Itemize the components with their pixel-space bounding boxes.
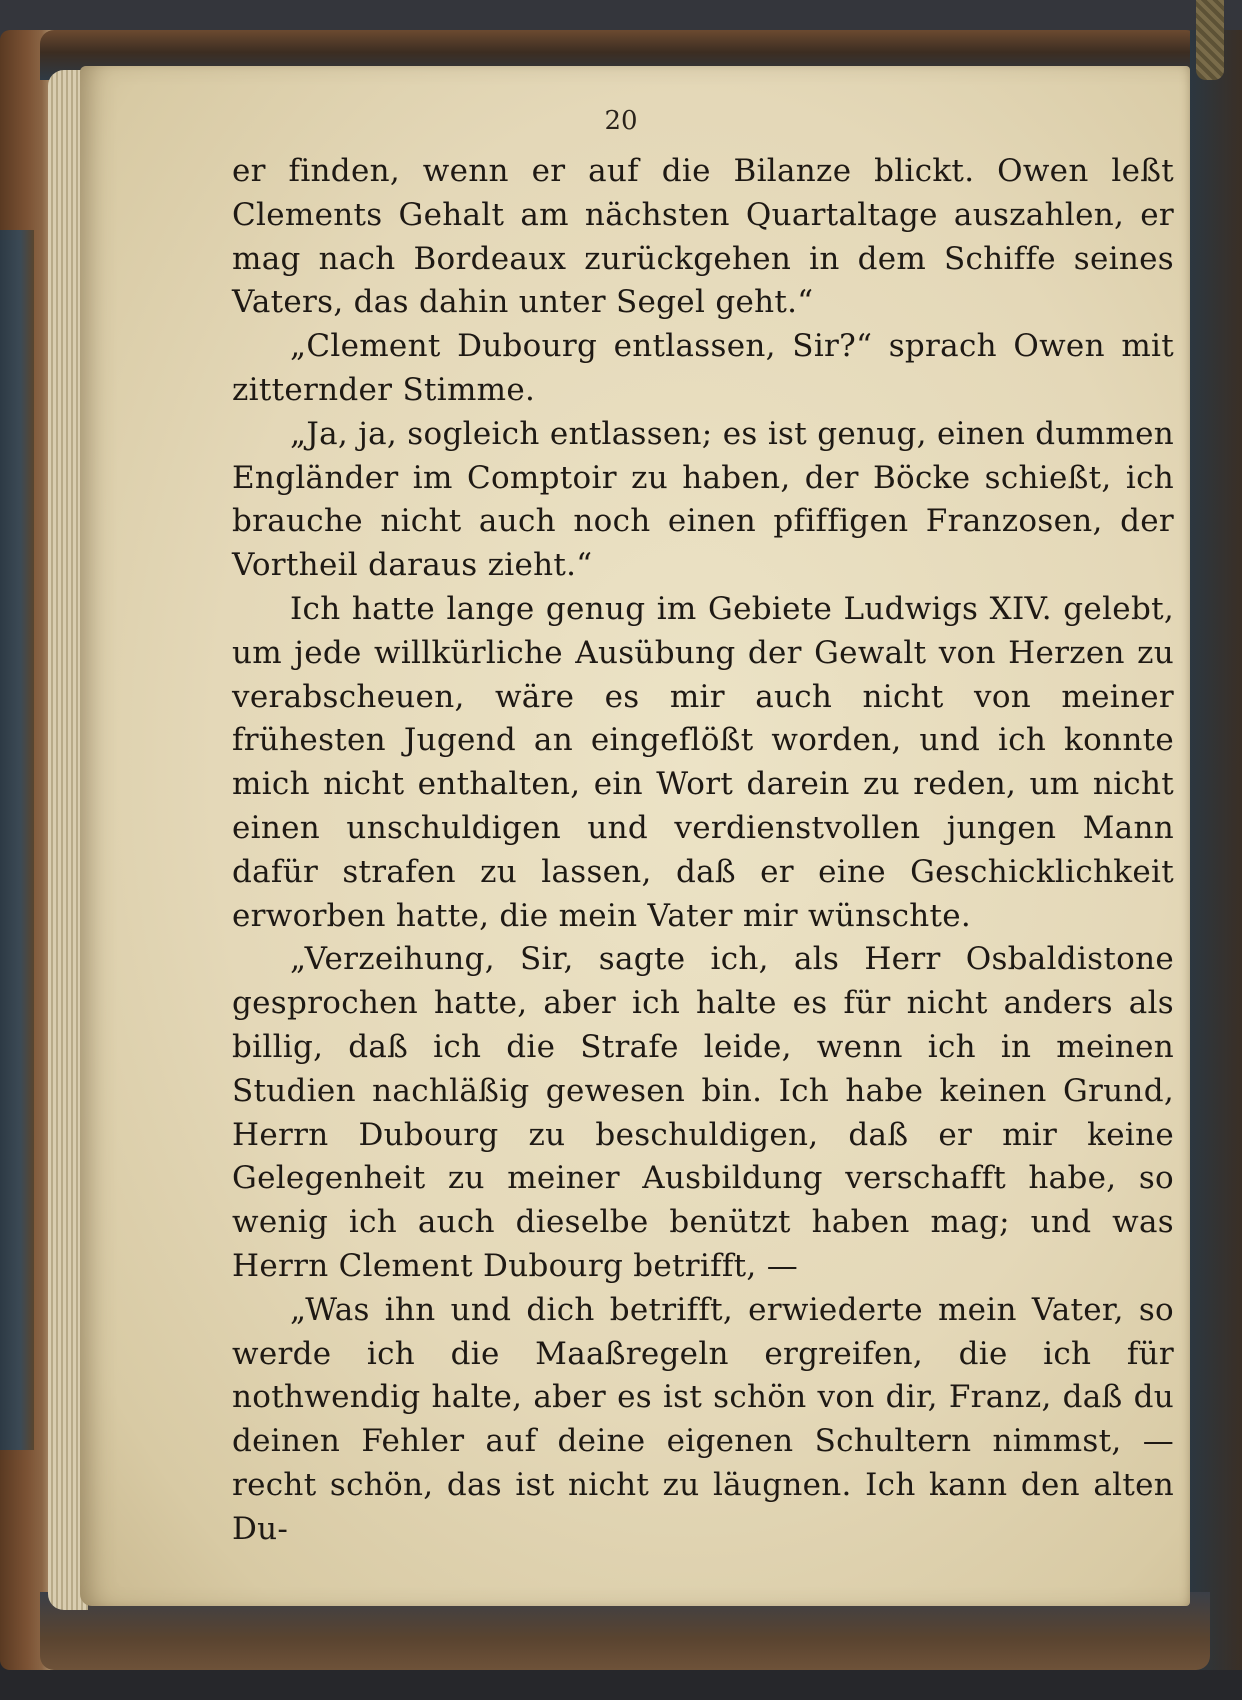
bookmark-thread — [1196, 0, 1224, 80]
paragraph: er finden, wenn er auf die Bilanze blickt. Owen leßt Clements Gehalt am nächsten Quartaltage auszahlen, er mag nach Bordeaux zurückgehen in dem Schiffe seines Vaters, das dahin unter Segel geht.“ — [232, 153, 1174, 321]
cover-right-edge — [1190, 30, 1242, 1670]
paragraph: „Verzeihung, Sir, sagte ich, als Herr Osbaldistone gesprochen hatte, aber ich halte es für nicht anders als billig, daß ich die Strafe leide, wenn ich in meinen Studien nachläßig gewesen bin. Ich habe keinen Grund, Herrn Dubourg zu beschuldigen, daß er mir keine Gelegenheit zu meiner Ausbildung verschafft habe, so wenig ich auch dieselbe benützt haben mag; und was Herrn Clement Dubourg betrifft, — — [232, 941, 1174, 1284]
page-number: 20 — [604, 106, 638, 136]
cover-board — [0, 230, 34, 1450]
paragraph: „Clement Dubourg entlassen, Sir?“ sprach Owen mit zitternder Stimme. — [232, 328, 1174, 408]
paragraph: „Ja, ja, sogleich entlassen; es ist genug, einen dummen Engländer im Comptoir zu haben, der Böcke schießt, ich brauche nicht auch noch einen pfiffigen Franzosen, der Vortheil daraus zieht.“ — [232, 415, 1174, 584]
page-text — [232, 150, 1174, 1552]
paragraph: „Was ihn und dich betrifft, erwiederte mein Vater, so werde ich die Maaßregeln ergreifen, die ich für nothwendig halte, aber es ist schön von dir, Franz, daß du deinen Fehler auf deine eigenen Schultern nimmst, — recht schön, das ist nicht zu läugnen. Ich kann den alten Du- — [232, 1291, 1174, 1547]
paragraph: Ich hatte lange genug im Gebiete Ludwigs XIV. gelebt, um jede willkürliche Ausübung der Gewalt von Herzen zu verabscheuen, wäre es mir auch nicht von meiner frühesten Jugend an eingeflößt worden, und ich konnte mich nicht enthalten, ein Wort darein zu reden, um nicht einen unschuldigen und verdienstvollen jungen Mann dafür strafen zu lassen, daß er eine Geschicklichkeit erworben hatte, die mein Vater mir wünschte. — [232, 590, 1174, 934]
